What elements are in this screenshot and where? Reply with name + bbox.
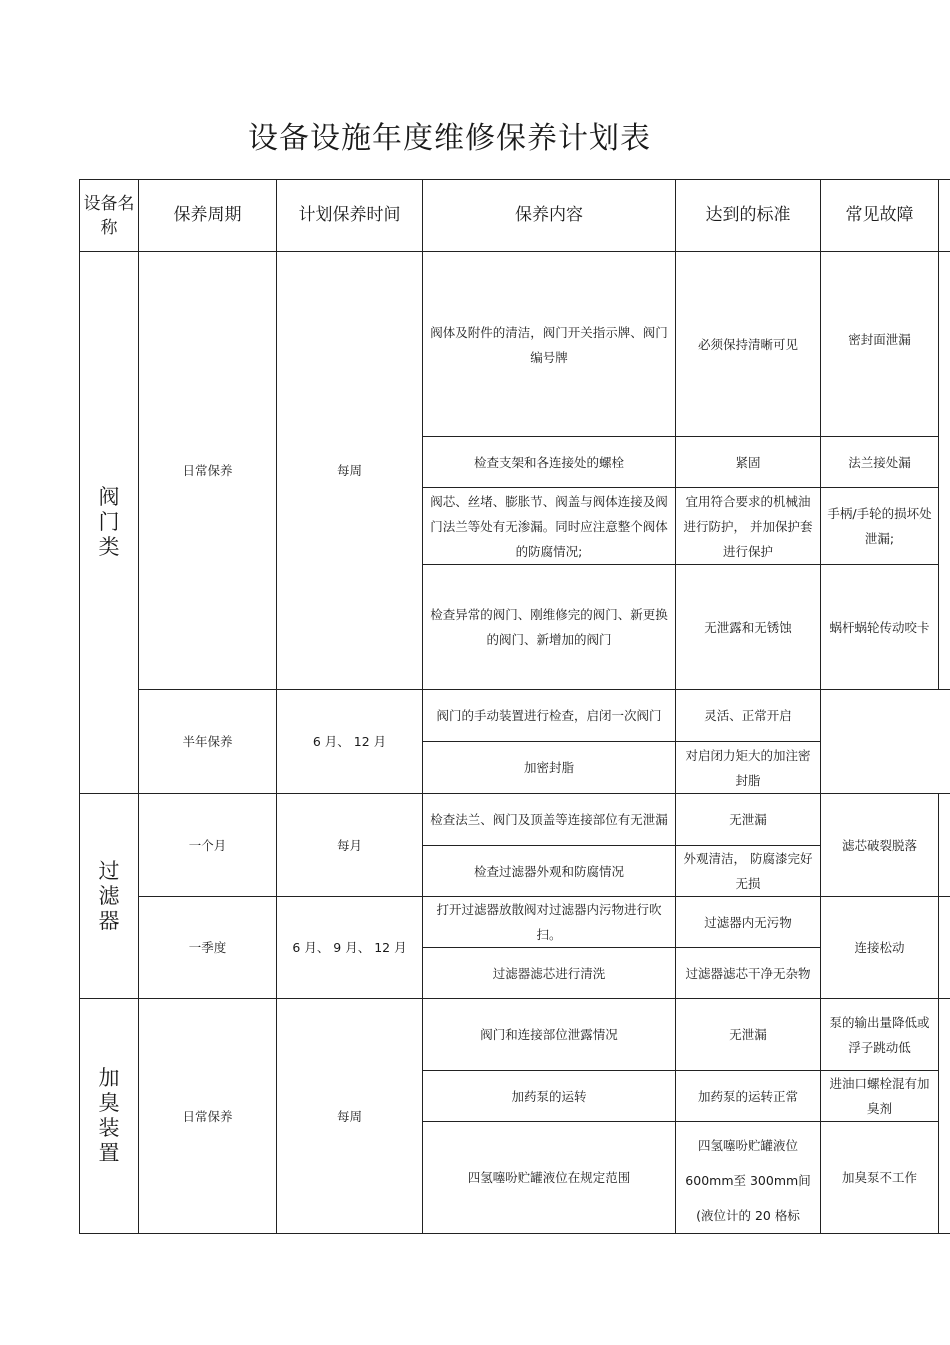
header-cycle: 保养周期 bbox=[139, 180, 277, 252]
fault-cell: 进油口螺栓混有加臭剂 bbox=[821, 1071, 939, 1122]
header-content: 保养内容 bbox=[423, 180, 676, 252]
header-standard: 达到的标准 bbox=[676, 180, 821, 252]
fault-cell: 法兰接处漏 bbox=[821, 437, 939, 488]
content-cell: 阀门的手动装置进行检查，启闭一次阀门 bbox=[423, 690, 676, 742]
time-cell: 每月 bbox=[277, 794, 423, 897]
header-extra bbox=[939, 180, 950, 252]
content-cell: 检查过滤器外观和防腐情况 bbox=[423, 846, 676, 897]
content-cell: 加药泵的运转 bbox=[423, 1071, 676, 1122]
time-cell: 每周 bbox=[277, 252, 423, 690]
fault-cell-empty bbox=[821, 690, 950, 794]
time-cell: 每周 bbox=[277, 999, 423, 1234]
standard-cell: 无泄漏 bbox=[676, 794, 821, 846]
table-row bbox=[80, 252, 950, 437]
content-cell: 四氢噻吩贮罐液位在规定范围 bbox=[423, 1122, 676, 1234]
table-row bbox=[80, 897, 950, 948]
header-fault: 常见故障 bbox=[821, 180, 939, 252]
time-cell: 6 月、 12 月 bbox=[277, 690, 423, 794]
standard-cell: 外观清洁， 防腐漆完好无损 bbox=[676, 846, 821, 897]
fault-cell: 手柄/手轮的损坏处泄漏; bbox=[821, 488, 939, 565]
extra-cell bbox=[939, 897, 950, 999]
cycle-cell: 半年保养 bbox=[139, 690, 277, 794]
standard-cell: 无泄露和无锈蚀 bbox=[676, 565, 821, 690]
table-row bbox=[80, 690, 950, 742]
standard-cell: 过滤器滤芯干净无杂物 bbox=[676, 948, 821, 999]
extra-cell bbox=[939, 794, 950, 897]
maintenance-plan-table bbox=[79, 179, 950, 1234]
content-cell: 检查异常的阀门、刚维修完的阀门、新更换的阀门、新增加的阀门 bbox=[423, 565, 676, 690]
standard-cell: 加药泵的运转正常 bbox=[676, 1071, 821, 1122]
cycle-cell: 一个月 bbox=[139, 794, 277, 897]
content-cell: 加密封脂 bbox=[423, 742, 676, 794]
content-cell: 检查支架和各连接处的螺栓 bbox=[423, 437, 676, 488]
fault-cell: 滤芯破裂脱落 bbox=[821, 794, 939, 897]
cycle-cell: 日常保养 bbox=[139, 999, 277, 1234]
fault-cell: 加臭泵不工作 bbox=[821, 1122, 939, 1234]
standard-cell: 对启闭力矩大的加注密封脂 bbox=[676, 742, 821, 794]
fault-cell: 连接松动 bbox=[821, 897, 939, 999]
content-cell: 过滤器滤芯进行清洗 bbox=[423, 948, 676, 999]
page-title: 设备设施年度维修保养计划表 bbox=[248, 121, 651, 156]
cycle-cell: 一季度 bbox=[139, 897, 277, 999]
content-cell: 阀门和连接部位泄露情况 bbox=[423, 999, 676, 1071]
standard-cell: 灵活、正常开启 bbox=[676, 690, 821, 742]
extra-cell bbox=[939, 999, 950, 1234]
content-cell: 打开过滤器放散阀对过滤器内污物进行吹扫。 bbox=[423, 897, 676, 948]
table-row bbox=[80, 794, 950, 846]
fault-cell: 蜗杆蜗轮传动咬卡 bbox=[821, 565, 939, 690]
standard-cell: 宜用符合要求的机械油进行防护， 并加保护套进行保护 bbox=[676, 488, 821, 565]
header-row bbox=[80, 180, 950, 252]
extra-cell bbox=[939, 252, 950, 690]
header-time: 计划保养时间 bbox=[277, 180, 423, 252]
table-row bbox=[80, 999, 950, 1071]
standard-cell: 必须保持清晰可见 bbox=[676, 252, 821, 437]
standard-cell: 无泄漏 bbox=[676, 999, 821, 1071]
equipment-name-filter: 过 滤 器 bbox=[80, 794, 139, 999]
standard-cell: 紧固 bbox=[676, 437, 821, 488]
time-cell: 6 月、 9 月、 12 月 bbox=[277, 897, 423, 999]
content-cell: 阀芯、丝堵、膨胀节、阀盖与阀体连接及阀门法兰等处有无渗漏。同时应注意整个阀体的防腐情况; bbox=[423, 488, 676, 565]
cycle-cell: 日常保养 bbox=[139, 252, 277, 690]
fault-cell: 泵的输出量降低或浮子跳动低 bbox=[821, 999, 939, 1071]
content-cell: 检查法兰、阀门及顶盖等连接部位有无泄漏 bbox=[423, 794, 676, 846]
standard-cell: 四氢噻吩贮罐液位 600mm至 300mm间 (液位计的 20 格标 bbox=[676, 1122, 821, 1234]
standard-cell: 过滤器内无污物 bbox=[676, 897, 821, 948]
header-name: 设备名称 bbox=[80, 180, 139, 252]
equipment-name-odor: 加 臭 装 置 bbox=[80, 999, 139, 1234]
equipment-name-valve: 阀 门 类 bbox=[80, 252, 139, 794]
fault-cell: 密封面泄漏 bbox=[821, 252, 939, 437]
content-cell: 阀体及附件的清洁，阀门开关指示牌、阀门编号牌 bbox=[423, 252, 676, 437]
